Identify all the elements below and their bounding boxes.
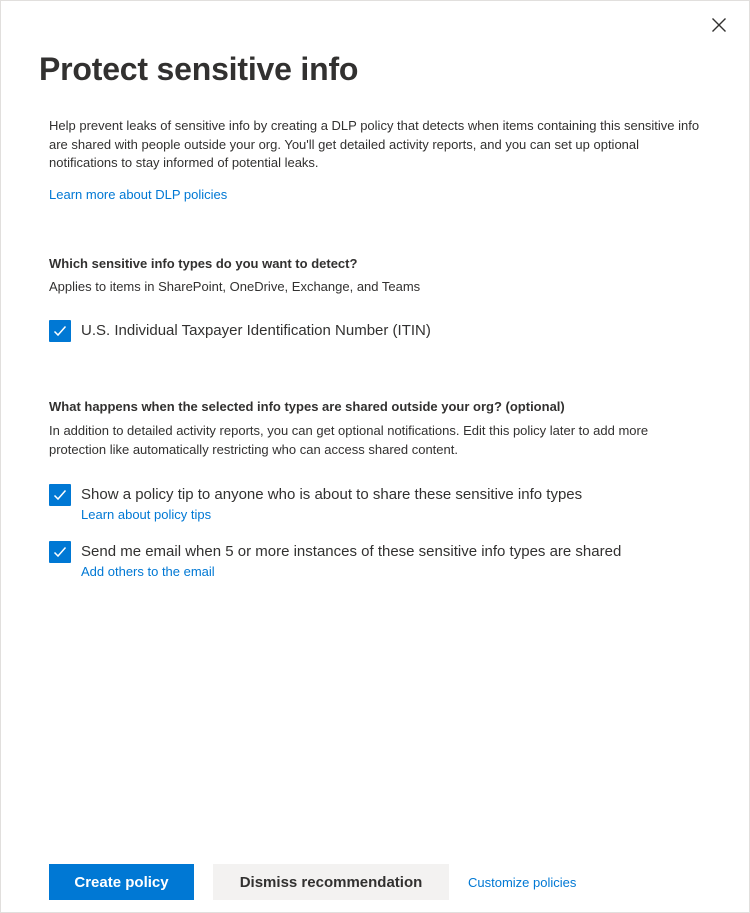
learn-more-dlp-link[interactable]: Learn more about DLP policies	[49, 187, 228, 202]
detect-section-subtext: Applies to items in SharePoint, OneDrive, Exchange, and Teams	[49, 279, 421, 294]
add-others-email-link[interactable]: Add others to the email	[81, 564, 215, 579]
learn-policy-tips-link[interactable]: Learn about policy tips	[81, 507, 212, 522]
itin-option[interactable]	[49, 320, 431, 342]
dismiss-recommendation-button[interactable]: Dismiss recommendation	[213, 864, 449, 900]
email-option[interactable]	[49, 541, 621, 581]
close-button[interactable]	[707, 13, 731, 37]
intro-text: Help prevent leaks of sensitive info by creating a DLP policy that detects when items containing this sensitive info are shared with people outside your org. You'll get detailed activity reports, and you can set up optional notifications to stay informed of potential leaks.	[49, 118, 700, 170]
footer-actions	[49, 864, 576, 900]
notify-section-heading: What happens when the selected info types are shared outside your org? (optional)	[49, 399, 565, 414]
create-policy-button[interactable]: Create policy	[49, 864, 194, 900]
checkmark-icon	[53, 489, 67, 501]
itin-label: U.S. Individual Taxpayer Identification Number (ITIN)	[81, 322, 431, 339]
email-checkbox[interactable]	[49, 541, 71, 563]
policy-tip-option[interactable]	[49, 484, 582, 524]
page-title: Protect sensitive info	[39, 51, 359, 87]
close-icon	[711, 17, 727, 33]
policy-tip-label: Show a policy tip to anyone who is about to share these sensitive info types	[81, 486, 583, 503]
checkmark-icon	[53, 546, 67, 558]
customize-policies-link[interactable]: Customize policies	[468, 874, 577, 890]
checkmark-icon	[53, 325, 67, 337]
policy-tip-checkbox[interactable]	[49, 484, 71, 506]
detect-section-heading: Which sensitive info types do you want to detect?	[49, 256, 358, 271]
itin-checkbox[interactable]	[49, 320, 71, 342]
notify-section-subtext: In addition to detailed activity reports, you can get optional notifications. Edit this policy later to add more protection like automatically restricting who can access shared content.	[49, 423, 649, 457]
email-label: Send me email when 5 or more instances of these sensitive info types are shared	[81, 543, 622, 560]
